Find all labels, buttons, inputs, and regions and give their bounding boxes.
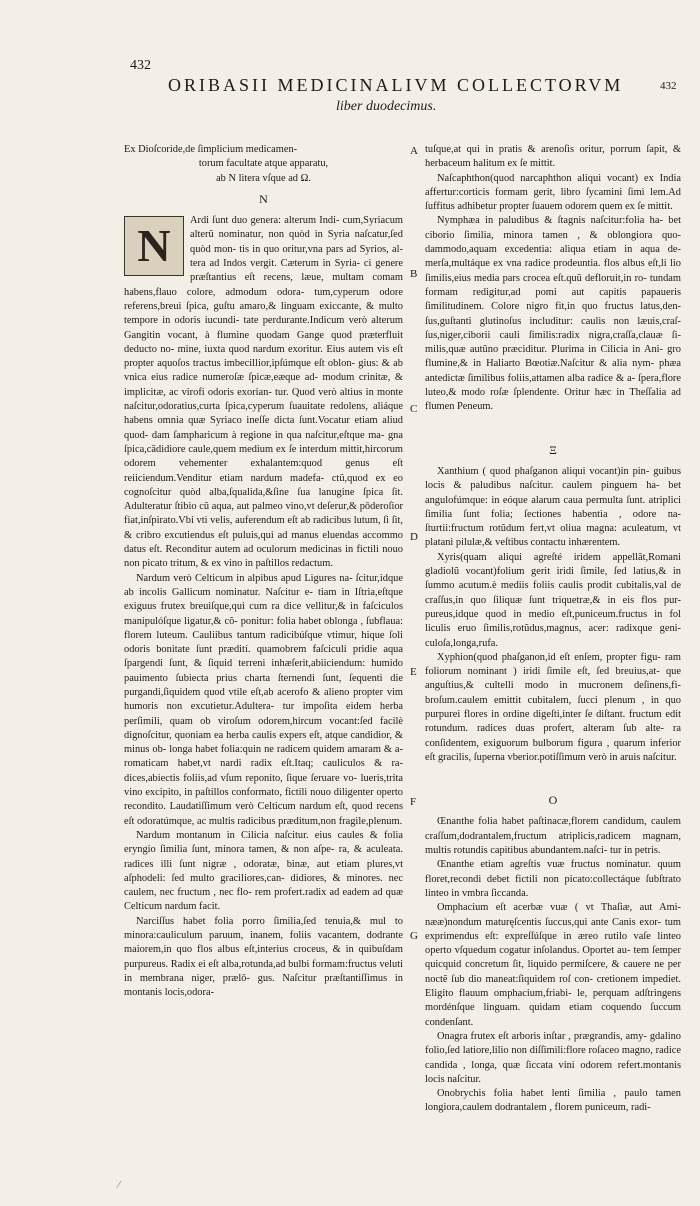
running-title: ORIBASII MEDICINALIVM COLLECTORVM [168,75,624,95]
heading-line: Ex Dioſcoride,de ſimplicium medicamen- [124,144,298,155]
paragraph: Omphacium eſt acerbæ vuæ ( vt Thaſiæ, aut Ami- nææ)nondum maturęſcentis ſuccus,qui ante Canis exor- tum exprimendus eſt: expreſſúſque in æreo rutilo vaſe linteo operto vſquedum cogatur inſolandus. Oportet au- tem ſemper quicquid concretum ſit, liquido permiſcere, & cauere ne per noctẽ ſub dio maneat:ſiquidem roſ con- cretionem impediet. Eligito flauum omphacium,friabi- le, perquam adſtringens mordénſque linguam. quidam etiam coquendo ſuccum condenſant. [425,902,681,1028]
right-column [425,143,681,1116]
margin-letter: B [410,268,418,280]
paragraph: Ardi ſunt duo genera: alterum Indi- cum,Syriacum alterũ nominatur, non quòd in Syria naſcatur,ſed quòd mon- tis in quo oritur,vna pars ad Syrios, al- tera ad Indos vergit. Cæterum in Syria- ci genere præſtantius eſt recens, læue, multam comam habens,flauo colore, admodum odora- tum,cyperum odore referens,breui ſpica, guſtu amaro,& linguam exiccante, & multo tempore in odoris iucundi- tate perdurante.Indicum verò alterum Gangitin vocant, à flumine quodam Gange quod præterfluit deducto no- mine, iuxta quod nardum exoritur. Eius autem vis eſt propter aquoſos tractus imbecillior,ipſúmque eſt oblon- gius: & ab vnica eius radice numeroſæ ſpicæ,eæque ad- modum crinitæ, & implicitæ, ac virofi odoris exorian- tur. Quod verò altius in monte naſcitur,odoratius,curta ſpica,cyperum ſuauitate redolens, aliáque habens omnia quæ Syriaco ineſſe dicta ſunt.Vocatur etiam aliud quod- dam ſampharicum à regione in qua naſcitur,eſtque ma- gna ſpica,cãdidiore caule,quem medium ex ſe interdum mittit,hircorum odorem vehementer exhalantem:quod genus eſt reiiciendum.Venditur etiam nardum madefa- ctũ,quod ex eo cognoſcitur quòd alba,ſqualida,&ſine ſua lanugine ſpica ſit. Adulteratur ſtibio cũ aqua, aut palmeo vino,vt deſerur,& pōderoſior fiat,inſpirato.Vbi vti velis, auferendum eſt ab radicibus lutum, ſi ſit, & cribro excutiendus eſt puluis,qui ad manus eluendas accommo datus eſt. Reconditur autem ad oculorum medicinas in fictili nouo non picato tritum, & ex vino in paſtillos redactum. [124,215,403,570]
paragraph: Xyphion(quod phaſganon,id eſt enſem, propter figu- ram foliorum nominant ) iridi ſimile eſt, ſed breuius,at- que anguſtius,& cultelli modo in mucronem deſinens,fi- broſum.caulem emittit cubitalem, ſucci plenum , in quo purpurei flores in ordine digeſti,inter ſe diſtant. fructum edit rotundum. radices duas profert, alteram ſub alte- ra conſidentem, exiguorum bulborum figura , quarum inferior eſt gracilis, ſuperna vberior.potiſſimum verò in aruis naſcitur. [425,651,681,763]
paragraph: Nardum verò Celticum in alpibus apud Ligures na- ſcitur,idque ab incolis Gallicum nominatur. Naſcitur e- tiam in Iſtria,eſtque exiguus frutex breuiſque,qui cum ra dice vellitur,& in faſciculos manipulóſque ligatur,& cõ- ponitur: folia habet oblonga , ſubflaua: florem luteum. Cauliibus tantum radicibúſque vtimur, hique ſoli odoris bonitate ſunt prædití. quamobrem faſciculi pridie aqua ſpargendi ſunt, & ſiquid terreni inhæſerit,abiiciendum: humido pauimento ſubiecta prius charta ſternendi ſunt, ſequenti die purgandi,ſiquidem quod vtile eſt,ab acerofo & alieno propter vim humoris non excutietur.Adultera- tur impoſita eidem herba perſimili, quam ob viroſum odorem,hircum vocant:ſed facilè dignoſcitur, quoniam ea herba caulis expers eſt, atque candidior, & minus ob- longa habet folia:quin ne radicem quidem amaram & a- romaticam habet,vt nardi radix eſt.Itaq; cauliculos & ra- dices,abiectis foliis,ad vſum reponito, ſique ſeruare vo- lueris,trita vino excipito, in paſtillos conformato, fictili nouo diligenter operto recondito. Laudatiſſimum verò Celticum nardum eſt, quod recens eſt odoratúmque, ac multis radicibus præditum,non fragile,plenum. [124,572,403,827]
paragraph: Naſcaphthon(quod narcaphthon aliqui vocant) ex India affertur:corticis formam gerit, libro ſycamini ſimi lem.Ad ſuffitus adhibetur propter ſuauem odorem quem ex ſe mittit. [425,172,681,213]
paragraph: Xanthium ( quod phaſganon aliqui vocant)in pin- guibus locis & paludibus naſcitur. caulem pinguem ha- bet angulofúmque: in eóque alarum caua permulta ſunt. atriplici ſimilia ſunt folia; ſectiones habentia , odore na- ſturtii:fructum rotũdum fert,vt oliua magna: aculeatum, vt platani pilulæ,& veſtibus contactu inhærentem. [425,465,681,549]
paragraph: Nymphæa in paludibus & ſtagnis naſcitur:folia ha- bet ciborio ſimilia, minora tamen , & oblongiora quo- dammodo,aquam excedentia: aliqua etiam in aqua de- merſa,multáque ex vna radice prodeuntia. flos albus eſt,li lio ſimilis,eius media pars crocea eſt.quũ defloruit,in ro- tundam formam redigitur,ad pomi aut capitis papaueris ſimilitudinem. Colore nigro fit,in quo fructus latus,den- ſus,guſtanti glutinoſus includitur: caulis non læuis,craſ- ſus,niger,ciborii cauli ſimilis:radix nigra,craſſa,clauæ ſi- milis,quæ autũno præciditur. Plurima in Cilicia in Ani- gro flumine,& in Haliarto Bœotiæ.Naſcitur & alia nym- phæa antedictæ ſimilibus foliis,attamen alba radice & a- ſpera,flore luteo,& modo roſæ ſplendente. Oritur hæc in Theſſalia ad flumen Peneum. [425,215,681,413]
margin-letter: G [410,930,418,942]
section-letter-xi: Ξ [549,442,557,457]
ink-mark: ⁄ [118,1180,120,1191]
margin-letter: C [410,403,418,415]
paragraph: Narciſſus habet folia porro ſimilia,ſed tenuia,& mul to minora:cauliculum paruum, inanem, foliis vacantem, dodrante maiorem,in quo flos albus eſt,interius croceus, & in quibuſdam purpureus. Radix ei eſt alba,rotunda,ad bulbi formam:fructus veluti in membrana niger, prælō- gus. Naſcitur præſtantiſſimus in montanis locis,odora- [124,915,403,999]
page-number-right: 432 [660,80,677,92]
drop-cap-initial: N [124,216,184,276]
paragraph: Œnanthe etiam agreſtis vuæ fructus nominatur. quum floret,recondi debet fictili non picato:collectáque ſubſtrato linteo in vmbra ſiccanda. [425,859,681,899]
section-letter-n: N [259,191,268,206]
paragraph: Onobrychis folia habet lenti ſimilia , paulo tamen longiora,caulem dodrantalem , florem puniceum, radi- [425,1088,681,1114]
margin-letter: D [410,531,418,543]
chapter-heading [124,143,403,186]
section-letter-o: O [548,793,558,808]
paragraph: Nardum montanum in Cilicia naſcitur. eius caules & folia eryngio ſimilia ſunt, minora tamen, & non aſpe- ra, & aculeata. radices illi ſunt nigræ , odoratæ, binæ, aut etiam plures,vt aſphodeli: ſed multo graciliores,can- didiores, & minores. nec caulem, nec fructum , nec flo- rem profert.radix ad eadem ad quæ Celticum nardum facit. [124,829,403,913]
left-column [124,143,403,1001]
margin-letter: F [410,796,417,808]
margin-letter: A [410,145,418,157]
page-number-left: 432 [130,58,151,73]
heading-line: ab N litera vſque ad Ω. [216,172,311,184]
paragraph: Œnanthe folia habet paſtinacæ,florem candidum, caulem craſſum,dodrantalem,fructum atriplicis,radicem magnam, multis rotundis capitibus abundantem.naſci- tur in petris. [425,816,681,857]
paragraph: tuſque,at qui in pratis & arenoſis oritur, porrum ſapit, & herbaceum halitum ex ſe mittit. [425,144,681,170]
paragraph: Xyris(quam aliqui agreſté iridem appellãt,Romani gladiolũ vocant)folium gerit iridi ſimile, ſed latius,& in ſummo acutum.è mediis foliis caulis prodit cubitalis,val de craſſus,in quo ſiliquæ ſunt triquetræ,& in eis flos pur- pureus,idque quod in medio eſt,puniceum.fructus in fol liculis eruo ſimilis,rotũdus,magnus, acer: radixque geni- culoſa,longa,rufa. [425,551,681,649]
paragraph: Onagra frutex eſt arboris inſtar , prægrandis, amy- gdalino folio,ſed latiore,lilio non diſſimili:flore roſaceo magno, radice candida , longa, quæ ſiccata vini odorem refert.montanis locis naſcitur. [425,1030,681,1085]
heading-line: torum facultate atque apparatu, [198,158,329,170]
margin-letter: E [410,666,417,678]
subtitle: liber duodecimus. [336,99,437,114]
